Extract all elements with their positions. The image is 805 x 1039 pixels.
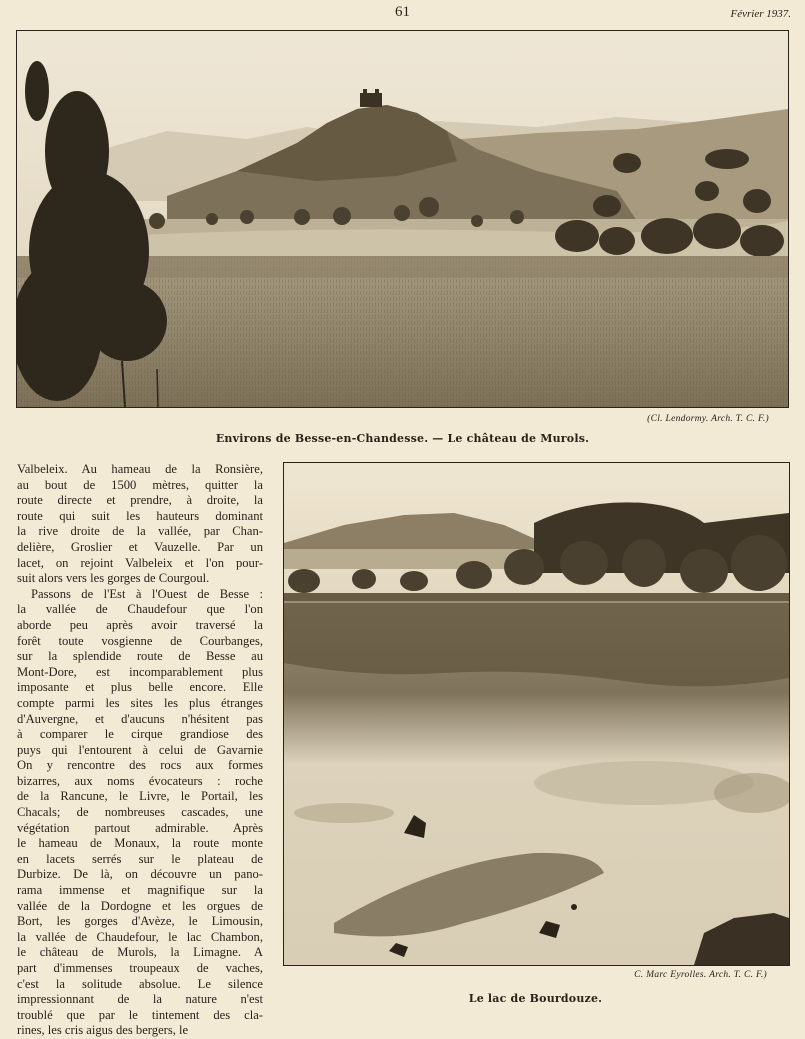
article-line: le château de Murols, la Limagne. A bbox=[17, 945, 263, 960]
article-line: rines, les cris aigus des bergers, le bbox=[17, 1023, 189, 1038]
article-line: Chacals; de nombreuses cascades, une bbox=[17, 805, 263, 820]
article-line: compte parmi les sites les plus étranges bbox=[17, 695, 263, 710]
article-line: impressionnant de la nature n'est bbox=[17, 992, 263, 1007]
article-line: sur la splendide route de Besse au bbox=[17, 649, 263, 664]
photo-credit-murols: (Cl. Lendormy. Arch. T. C. F.) bbox=[647, 414, 769, 424]
article-line: Bort, les gorges d'Avèze, le Limousin, bbox=[17, 914, 263, 929]
article-line: de la Rancune, le Livre, le Portail, les bbox=[17, 789, 263, 804]
photo-caption-murols: Environs de Besse-en-Chandesse. — Le château de Murols. bbox=[215, 432, 590, 445]
article-line: route directe et prendre, à droite, la bbox=[17, 493, 263, 508]
article-line: troublé que par le tintement des cla- bbox=[17, 1007, 263, 1022]
article-line: route qui suit les hauteurs dominant bbox=[17, 508, 263, 523]
article-line: d'Auvergne, et d'aucuns n'hésitent pas bbox=[17, 711, 263, 726]
article-line: le hameau de Monaux, la route monte bbox=[17, 836, 263, 851]
article-line: Durbize. De là, on découvre un pano- bbox=[17, 867, 263, 882]
lake-landscape-illustration bbox=[284, 463, 789, 965]
page-number: 61 bbox=[395, 4, 410, 20]
article-line: delière, Groslier et Vauzelle. Par un bbox=[17, 539, 263, 554]
article-line: bizarres, aux noms évocateurs : roche bbox=[17, 773, 263, 788]
article-line: On y rencontre des rocs aux formes bbox=[17, 758, 263, 773]
article-line: vallée de la Dordogne et les orgues de bbox=[17, 898, 263, 913]
article-line: en lacets serrés sur le plateau de bbox=[17, 851, 263, 866]
landscape-castle-illustration bbox=[17, 31, 788, 407]
article-line: part d'immenses troupeaux de vaches, bbox=[17, 961, 263, 975]
article-line: imposante et plus belle encore. Elle bbox=[17, 680, 263, 695]
article-line: la rive droite de la vallée, par Chan- bbox=[17, 524, 263, 539]
article-line: rama immense et magnifique sur la bbox=[17, 883, 263, 898]
article-line: puys qui l'entourent à celui de Gavarnie bbox=[17, 742, 263, 757]
article-line: forêt toute vosgienne de Courbanges, bbox=[17, 633, 263, 648]
photo-lac-de-bourdouze bbox=[283, 462, 790, 966]
article-line: c'est la solitude absolue. Le silence bbox=[17, 976, 263, 991]
article-line: aborde peu après avoir traversé la bbox=[17, 617, 263, 632]
article-line: lacet, on rejoint Valbeleix et l'on pour- bbox=[17, 555, 263, 570]
photo-chateau-de-murols bbox=[16, 30, 789, 408]
article-text bbox=[17, 462, 263, 1039]
article-line: suit alors vers les gorges de Courgoul. bbox=[17, 571, 210, 586]
photo-credit-lake: C. Marc Eyrolles. Arch. T. C. F.) bbox=[634, 970, 767, 980]
article-line: végétation partout admirable. Après bbox=[17, 820, 263, 835]
issue-date: Février 1937. bbox=[730, 8, 791, 20]
article-line: Valbeleix. Au hameau de la Ronsière, bbox=[17, 462, 263, 476]
article-line: Mont-Dore, est incomparablement plus bbox=[17, 664, 263, 679]
article-line: à comparer le cirque grandiose des bbox=[17, 727, 263, 742]
article-line: la vallée de Chaudefour que l'on bbox=[17, 602, 263, 617]
photo-caption-lake: Le lac de Bourdouze. bbox=[468, 992, 603, 1005]
article-line: Passons de l'Est à l'Ouest de Besse : bbox=[31, 586, 263, 601]
article-line: au bout de 1500 mètres, quitter la bbox=[17, 477, 263, 492]
article-line: la vallée de Chaudefour, le lac Chambon, bbox=[17, 929, 263, 944]
